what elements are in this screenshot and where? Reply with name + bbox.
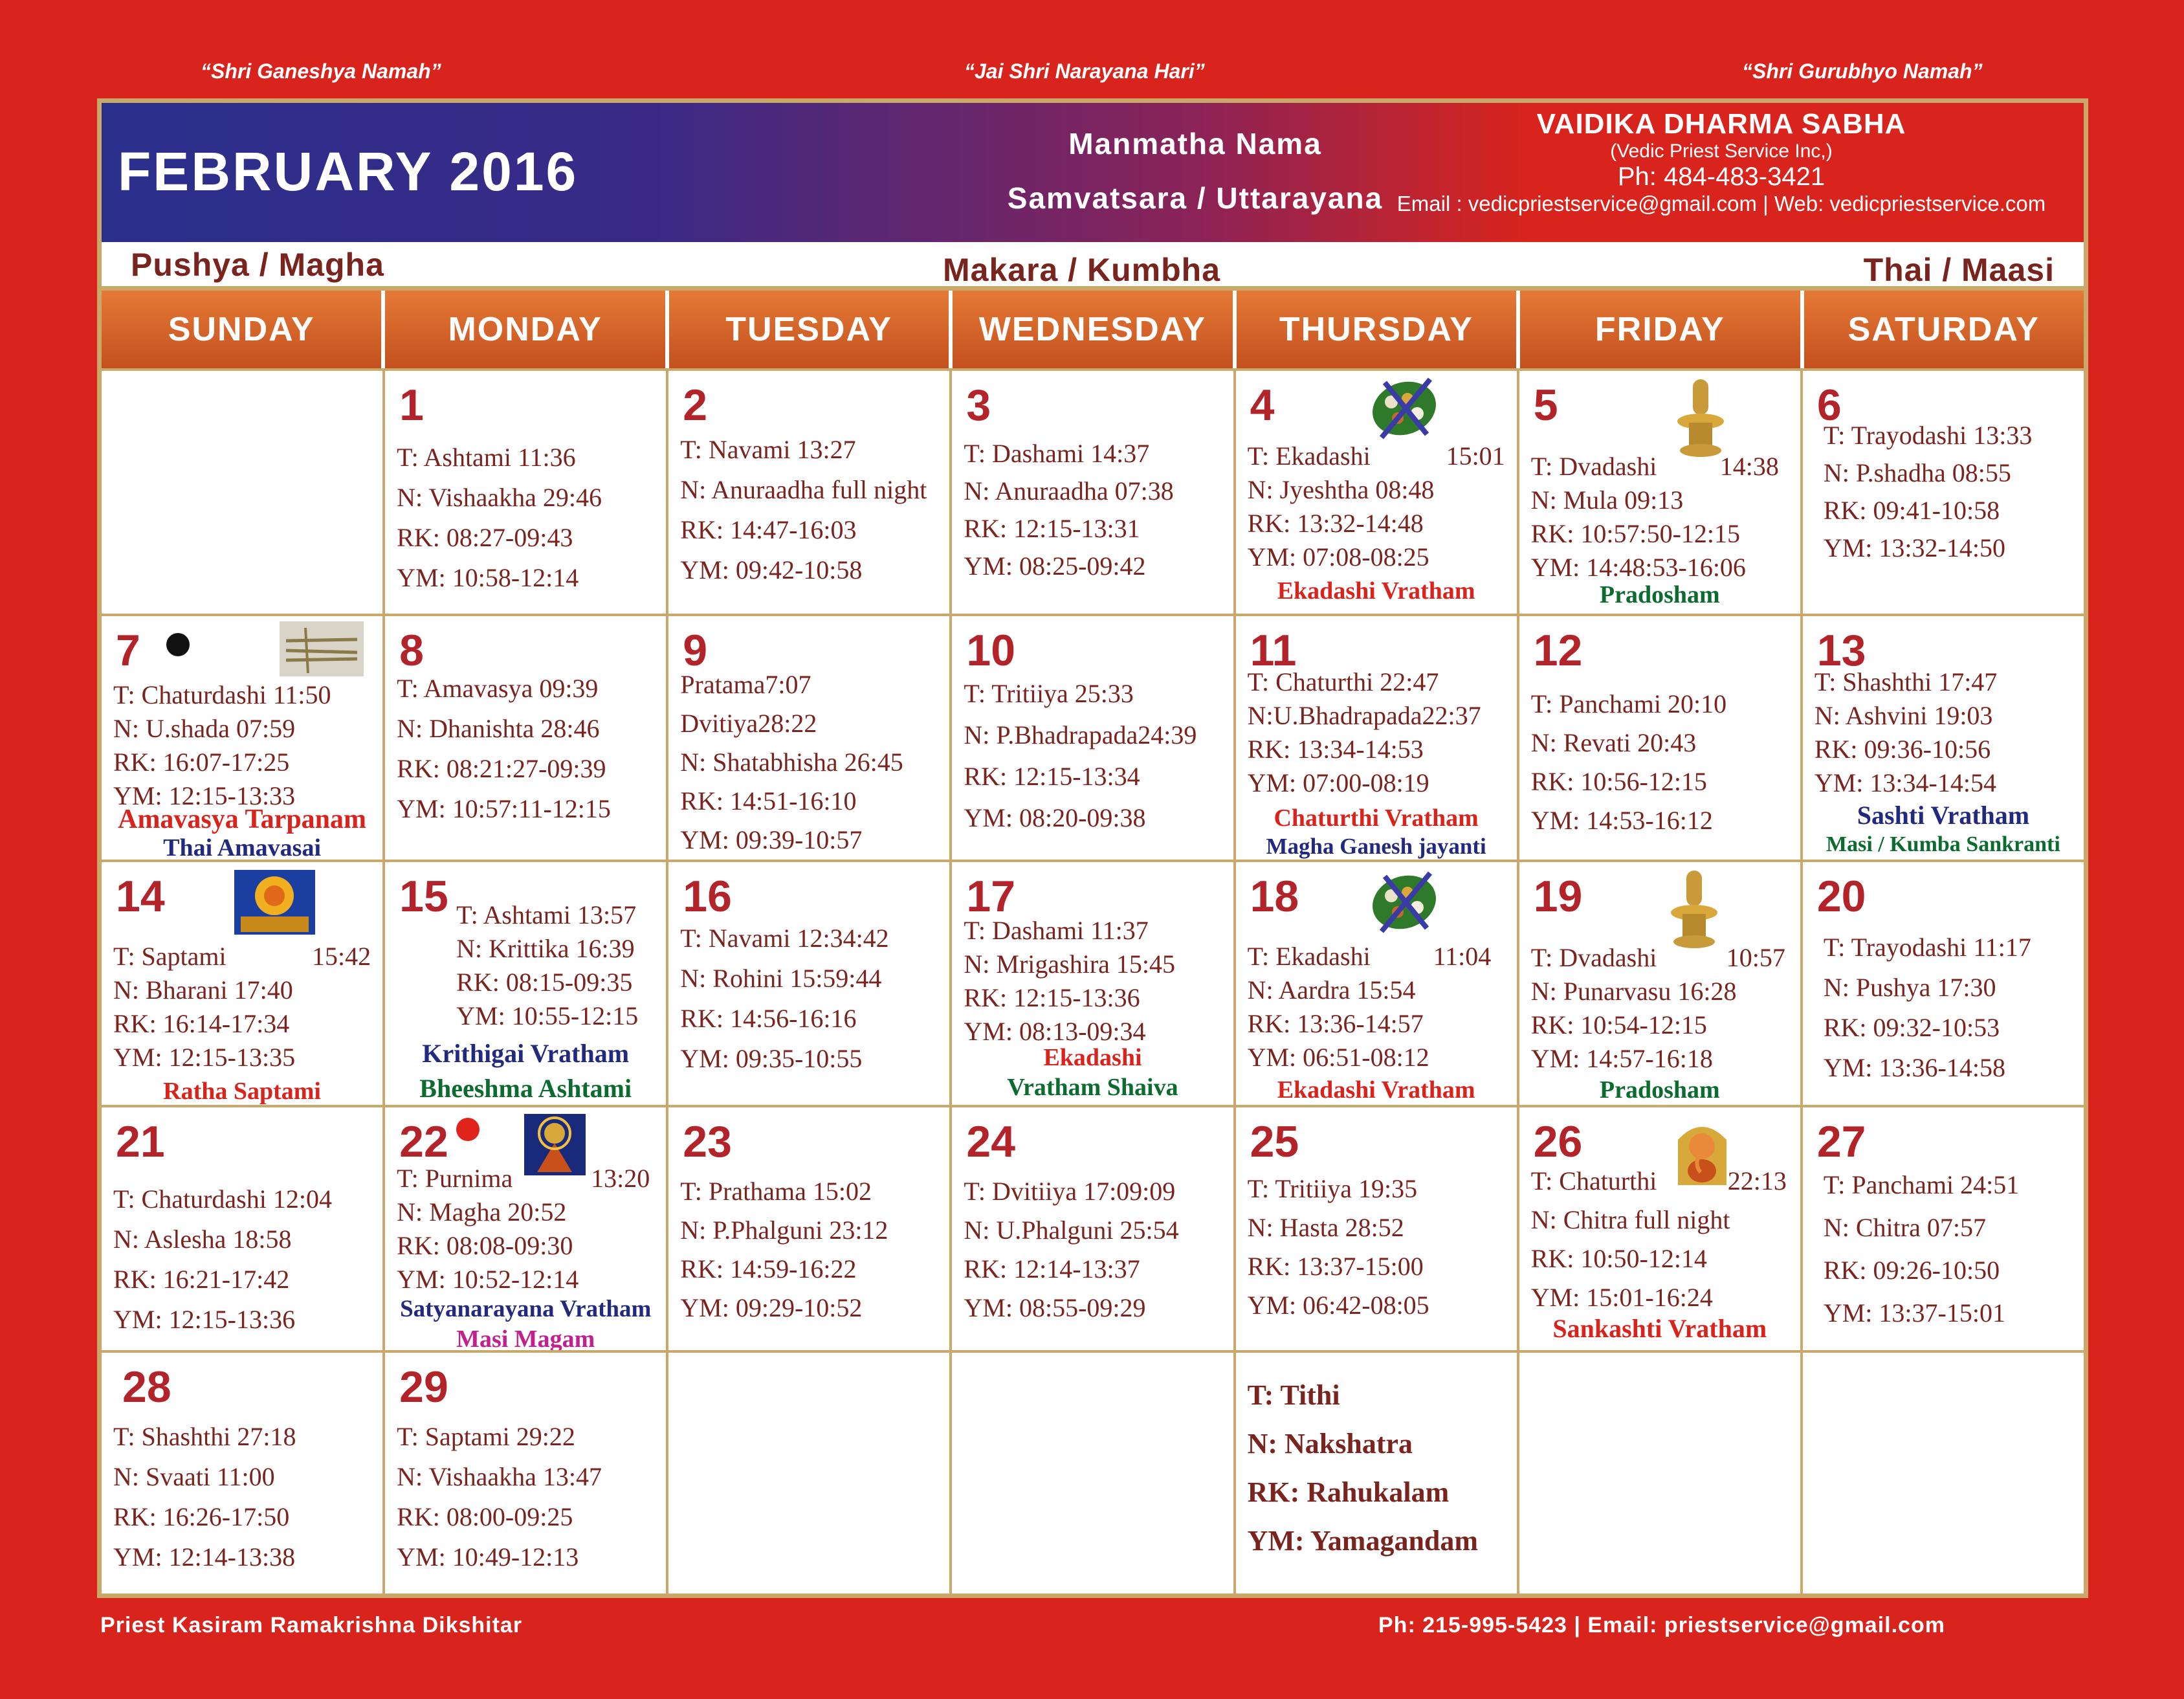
yamagandam-line: YM: 09:35-10:55 bbox=[680, 1044, 863, 1073]
rahukalam-line: RK: 08:00-09:25 bbox=[397, 1502, 573, 1531]
nakshatra-line: N: Dhanishta 28:46 bbox=[397, 714, 600, 743]
org-subtitle: (Vedic Priest Service Inc,) bbox=[1610, 140, 1833, 162]
mantra-left: “Shri Ganeshya Namah” bbox=[201, 60, 441, 83]
nakshatra-line: N: P.Phalguni 23:12 bbox=[680, 1216, 888, 1245]
tithi-line: T: Saptami bbox=[113, 942, 226, 971]
day-number: 1 bbox=[399, 381, 424, 430]
day-number: 4 bbox=[1250, 381, 1275, 430]
yamagandam-line: YM: 12:14-13:38 bbox=[113, 1542, 296, 1571]
day-number: 14 bbox=[116, 872, 165, 921]
surya-icon bbox=[234, 870, 315, 935]
tithi-line: T: Trayodashi 13:33 bbox=[1823, 421, 2033, 450]
rahukalam-line: RK: 10:57:50-12:15 bbox=[1530, 519, 1741, 548]
samvatsara-line-1: Manmatha Nama bbox=[1068, 127, 1322, 161]
empty-cell bbox=[668, 1350, 952, 1595]
calendar-frame bbox=[97, 98, 2088, 1598]
nakshatra-line: N: Hasta 28:52 bbox=[1247, 1213, 1404, 1242]
yamagandam-line: YM: 10:58-12:14 bbox=[397, 563, 579, 592]
nakshatra-line: N: U.Phalguni 25:54 bbox=[964, 1216, 1179, 1245]
nakshatra-line: N: U.shada 07:59 bbox=[113, 714, 296, 743]
empty-cell bbox=[1519, 1350, 1803, 1595]
rahukalam-line: RK: 12:15-13:34 bbox=[964, 762, 1140, 791]
nakshatra-line: N: Chitra full night bbox=[1530, 1205, 1730, 1234]
day-number: 29 bbox=[399, 1362, 448, 1412]
tithi-line: T: Chaturdashi 11:50 bbox=[113, 680, 331, 709]
week-row bbox=[102, 860, 2084, 1105]
day-number: 11 bbox=[1250, 626, 1297, 675]
day-number: 24 bbox=[966, 1117, 1016, 1166]
tithi-time: 15:42 bbox=[312, 942, 371, 971]
yamagandam-line: YM: 13:34-14:54 bbox=[1814, 768, 1996, 797]
rahukalam-line: RK: 08:27-09:43 bbox=[397, 523, 573, 552]
nakshatra-line: N: Punarvasu 16:28 bbox=[1530, 977, 1737, 1006]
yamagandam-line: YM: 12:15-13:36 bbox=[113, 1305, 296, 1334]
day-cell-16 bbox=[668, 860, 952, 1105]
tithi-line: T: Dvadashi bbox=[1530, 452, 1657, 481]
tithi-line: T: Tritiiya 25:33 bbox=[964, 679, 1134, 708]
day-number: 27 bbox=[1816, 1117, 1866, 1166]
samvatsara-line-2: Samvatsara / Uttarayana bbox=[1007, 181, 1384, 215]
yamagandam-line: YM: 09:29-10:52 bbox=[680, 1293, 863, 1322]
day-cell-25 bbox=[1236, 1105, 1519, 1350]
day-number: 13 bbox=[1816, 626, 1866, 675]
tithi-line: T: Dvadashi bbox=[1530, 943, 1657, 972]
legend-cell bbox=[1236, 1350, 1519, 1595]
tithi-line: T: Dvitiiya 17:09:09 bbox=[964, 1177, 1176, 1206]
event-label: Thai Amavasai bbox=[163, 834, 322, 861]
tithi-line: T: Panchami 20:10 bbox=[1530, 689, 1727, 718]
nakshatra-line: N: Mrigashira 15:45 bbox=[964, 949, 1176, 979]
yamagandam-line: YM: 07:08-08:25 bbox=[1247, 542, 1429, 572]
tithi-time: 11:04 bbox=[1433, 942, 1492, 971]
day-number: 18 bbox=[1250, 872, 1299, 921]
event-label: Krithigai Vratham bbox=[422, 1039, 630, 1068]
day-cell-10 bbox=[952, 614, 1235, 860]
day-cell-24 bbox=[952, 1105, 1235, 1350]
day-cell-29 bbox=[385, 1350, 668, 1595]
day-number: 2 bbox=[683, 381, 708, 430]
event-label: Chaturthi Vratham bbox=[1274, 805, 1479, 832]
org-phone: Ph: 484-483-3421 bbox=[1617, 162, 1826, 191]
day-number: 3 bbox=[966, 381, 991, 430]
day-cell-18 bbox=[1236, 860, 1519, 1105]
day-number: 17 bbox=[966, 872, 1016, 921]
yamagandam-line: YM: 06:51-08:12 bbox=[1247, 1043, 1429, 1072]
rahukalam-line: RK: 14:47-16:03 bbox=[680, 515, 857, 544]
yamagandam-line: YM: 06:42-08:05 bbox=[1247, 1291, 1429, 1320]
empty-cell bbox=[1803, 1350, 2084, 1595]
day-number: 22 bbox=[399, 1117, 448, 1166]
day-number: 9 bbox=[683, 626, 708, 675]
full-moon-dot-icon bbox=[456, 1118, 480, 1141]
tithi-line: T: Ekadashi bbox=[1247, 942, 1371, 971]
day-cell-11 bbox=[1236, 614, 1519, 860]
nakshatra-line: N: Aslesha 18:58 bbox=[113, 1225, 292, 1254]
yamagandam-line: YM: 10:57:11-12:15 bbox=[397, 794, 611, 823]
day-cell-27 bbox=[1803, 1105, 2084, 1350]
tithi-line: Pratama7:07 bbox=[680, 670, 811, 699]
tithi-line: T: Shashthi 17:47 bbox=[1814, 667, 1998, 696]
event-label: Amavasya Tarpanam bbox=[118, 805, 367, 834]
rahukalam-line: RK: 10:54-12:15 bbox=[1530, 1010, 1707, 1039]
rahukalam-line: RK: 13:36-14:57 bbox=[1247, 1009, 1424, 1038]
yamagandam-line: YM: 10:49-12:13 bbox=[397, 1542, 579, 1571]
rahukalam-line: RK: 14:51-16:10 bbox=[680, 786, 857, 816]
day-number: 6 bbox=[1816, 381, 1842, 430]
rahukalam-line: RK: 16:14-17:34 bbox=[113, 1009, 290, 1038]
rahukalam-line: RK: 13:37-15:00 bbox=[1247, 1252, 1424, 1281]
day-number: 8 bbox=[399, 626, 424, 675]
day-cell-3 bbox=[952, 368, 1235, 614]
tithi-line: T: Dashami 14:37 bbox=[964, 439, 1150, 468]
tithi-line: T: Chaturthi bbox=[1530, 1166, 1657, 1195]
weekday-tuesday: TUESDAY bbox=[669, 291, 953, 368]
day-number: 20 bbox=[1816, 872, 1866, 921]
day-cell-9 bbox=[668, 614, 952, 860]
nakshatra-line: N: Shatabhisha 26:45 bbox=[680, 748, 903, 777]
week-row bbox=[102, 1105, 2084, 1353]
nakshatra-line: N:U.Bhadrapada22:37 bbox=[1247, 701, 1481, 730]
tithi-line: T: Ashtami 11:36 bbox=[397, 443, 576, 472]
yamagandam-line: YM: 13:32-14:50 bbox=[1823, 533, 2005, 562]
yamagandam-line: YM: 10:52-12:14 bbox=[397, 1265, 579, 1294]
org-contact: Email : vedicpriestservice@gmail.com | Web: vedicpriestservice.com bbox=[1396, 192, 2046, 216]
yamagandam-line: YM: 14:53-16:12 bbox=[1530, 806, 1713, 835]
rahukalam-line: RK: 09:36-10:56 bbox=[1814, 735, 1991, 764]
nakshatra-line: N: Rohini 15:59:44 bbox=[680, 964, 882, 993]
legend-yamagandam: YM: Yamagandam bbox=[1247, 1525, 1479, 1557]
rahukalam-line: RK: 08:15-09:35 bbox=[456, 968, 633, 997]
nakshatra-line: N: Vishaakha 13:47 bbox=[397, 1462, 602, 1491]
event-label: Bheeshma Ashtami bbox=[419, 1074, 632, 1103]
day-number: 7 bbox=[116, 626, 140, 675]
yamagandam-line: YM: 08:20-09:38 bbox=[964, 803, 1146, 832]
yamagandam-line: YM: 08:25-09:42 bbox=[964, 551, 1146, 581]
rahukalam-line: RK: 12:15-13:31 bbox=[964, 514, 1140, 543]
weekday-monday: MONDAY bbox=[385, 291, 668, 368]
day-cell-15 bbox=[385, 860, 668, 1105]
tithi-line: T: Amavasya 09:39 bbox=[397, 674, 599, 703]
event-label: Satyanarayana Vratham bbox=[400, 1296, 652, 1322]
tithi-line: T: Ashtami 13:57 bbox=[456, 900, 637, 929]
yamagandam-line: YM: 12:15-13:33 bbox=[113, 781, 296, 810]
nakshatra-line: N: Krittika 16:39 bbox=[456, 934, 635, 963]
mantra-right: “Shri Gurubhyo Namah” bbox=[1742, 60, 1983, 83]
rahukalam-line: RK: 09:32-10:53 bbox=[1823, 1013, 2000, 1042]
day-cell-12 bbox=[1519, 614, 1803, 860]
rahukalam-line: RK: 13:32-14:48 bbox=[1247, 509, 1424, 538]
tithi-line: T: Shashthi 27:18 bbox=[113, 1422, 296, 1451]
day-cell-1 bbox=[385, 368, 668, 614]
event-label: Vratham Shaiva bbox=[1007, 1074, 1178, 1101]
yamagandam-line: YM: 14:57-16:18 bbox=[1530, 1044, 1713, 1073]
day-cell-4 bbox=[1236, 368, 1519, 614]
rahukalam-line: RK: 16:07-17:25 bbox=[113, 748, 290, 777]
nakshatra-line: N: P.shadha 08:55 bbox=[1823, 458, 2011, 487]
rahukalam-line: RK: 08:21:27-09:39 bbox=[397, 754, 606, 783]
day-cell-13 bbox=[1803, 614, 2084, 860]
org-name: VAIDIKA DHARMA SABHA bbox=[1536, 108, 1906, 140]
event-label: Magha Ganesh jayanti bbox=[1266, 834, 1486, 859]
footer-priest-name: Priest Kasiram Ramakrishna Dikshitar bbox=[100, 1613, 523, 1638]
week-row bbox=[102, 368, 2084, 614]
weekday-saturday: SATURDAY bbox=[1804, 291, 2084, 368]
rahukalam-line: RK: 12:14-13:37 bbox=[964, 1254, 1140, 1283]
day-cell-26 bbox=[1519, 1105, 1803, 1350]
tithi-time: 13:20 bbox=[591, 1164, 650, 1193]
day-cell-5 bbox=[1519, 368, 1803, 614]
yamagandam-line: YM: 09:42-10:58 bbox=[680, 555, 863, 584]
tithi-time: 15:01 bbox=[1446, 441, 1505, 471]
rahukalam-line: RK: 09:26-10:50 bbox=[1823, 1256, 2000, 1285]
weekday-header-row bbox=[102, 291, 2084, 368]
week-row bbox=[102, 614, 2084, 860]
event-label: Pradosham bbox=[1599, 581, 1720, 608]
month-label-left: Pushya / Magha bbox=[131, 247, 384, 283]
rahukalam-line: RK: 14:59-16:22 bbox=[680, 1254, 857, 1283]
yamagandam-line: YM: 09:39-10:57 bbox=[680, 825, 863, 854]
week-row bbox=[102, 1350, 2084, 1595]
day-cell-20 bbox=[1803, 860, 2084, 1105]
mantra-center: “Jai Shri Narayana Hari” bbox=[964, 60, 1205, 83]
day-cell-14 bbox=[102, 860, 385, 1105]
nakshatra-line: N: Revati 20:43 bbox=[1530, 728, 1697, 757]
tithi-line: T: Panchami 24:51 bbox=[1823, 1170, 2020, 1199]
nakshatra-line: N: Mula 09:13 bbox=[1530, 485, 1684, 515]
yamagandam-line: YM: 07:00-08:19 bbox=[1247, 768, 1429, 797]
day-number: 10 bbox=[966, 626, 1016, 675]
day-number: 21 bbox=[116, 1117, 165, 1166]
leaf-plate-icon bbox=[1369, 870, 1440, 935]
tithi-line-2: Dvitiya28:22 bbox=[680, 709, 817, 738]
month-label-right: Thai / Maasi bbox=[1863, 252, 2055, 288]
tithi-line: T: Saptami 29:22 bbox=[397, 1422, 575, 1451]
yamagandam-line: YM: 14:48:53-16:06 bbox=[1530, 553, 1746, 582]
rahukalam-line: RK: 08:08-09:30 bbox=[397, 1231, 573, 1260]
yamagandam-line: YM: 12:15-13:35 bbox=[113, 1043, 296, 1072]
month-title: FEBRUARY 2016 bbox=[118, 141, 579, 202]
yamagandam-line: YM: 08:13-09:34 bbox=[964, 1017, 1146, 1046]
tithi-line: T: Navami 12:34:42 bbox=[680, 924, 889, 953]
day-cell-23 bbox=[668, 1105, 952, 1350]
yamagandam-line: YM: 08:55-09:29 bbox=[964, 1293, 1146, 1322]
leaf-plate-icon bbox=[1369, 376, 1440, 441]
tithi-line: T: Trayodashi 11:17 bbox=[1823, 933, 2031, 962]
day-cell-2 bbox=[668, 368, 952, 614]
rahukalam-line: RK: 09:41-10:58 bbox=[1823, 496, 2000, 525]
organization-info bbox=[1359, 108, 2084, 216]
calendar-grid bbox=[102, 291, 2084, 1595]
yamagandam-line: YM: 13:37-15:01 bbox=[1823, 1298, 2005, 1327]
event-label: Masi Magam bbox=[456, 1326, 595, 1353]
day-number: 19 bbox=[1533, 872, 1583, 921]
rahukalam-line: RK: 16:26-17:50 bbox=[113, 1502, 290, 1531]
event-label: Pradosham bbox=[1599, 1076, 1720, 1104]
nakshatra-line: N: Vishaakha 29:46 bbox=[397, 483, 602, 512]
day-cell-21 bbox=[102, 1105, 385, 1350]
nakshatra-line: N: Ashvini 19:03 bbox=[1814, 701, 1993, 730]
event-label: Sashti Vratham bbox=[1857, 801, 2030, 830]
event-label: Ekadashi Vratham bbox=[1277, 577, 1475, 605]
nakshatra-line: N: Bharani 17:40 bbox=[113, 975, 293, 1005]
weekday-thursday: THURSDAY bbox=[1237, 291, 1520, 368]
darbha-grass-icon bbox=[280, 621, 364, 676]
rahukalam-line: RK: 10:50-12:14 bbox=[1530, 1244, 1707, 1273]
empty-cell bbox=[102, 368, 385, 614]
nakshatra-line: N: Pushya 17:30 bbox=[1823, 973, 1996, 1002]
legend-nakshatra: N: Nakshatra bbox=[1247, 1428, 1413, 1460]
event-label: Ekadashi bbox=[1043, 1044, 1142, 1071]
tithi-time: 14:38 bbox=[1719, 452, 1779, 481]
tithi-line: T: Chaturthi 22:47 bbox=[1247, 667, 1439, 696]
rahukalam-line: RK: 14:56-16:16 bbox=[680, 1004, 857, 1033]
new-moon-dot-icon bbox=[166, 633, 190, 656]
day-number: 25 bbox=[1250, 1117, 1299, 1166]
rahukalam-line: RK: 12:15-13:36 bbox=[964, 983, 1140, 1012]
nakshatra-line: N: Jyeshtha 08:48 bbox=[1247, 475, 1435, 504]
tithi-line: T: Prathama 15:02 bbox=[680, 1177, 872, 1206]
day-number: 16 bbox=[683, 872, 732, 921]
nakshatra-line: N: Chitra 07:57 bbox=[1823, 1213, 1986, 1242]
weekday-wednesday: WEDNESDAY bbox=[953, 291, 1236, 368]
day-number: 28 bbox=[122, 1362, 171, 1412]
rahukalam-line: RK: 13:34-14:53 bbox=[1247, 735, 1424, 764]
tithi-time: 22:13 bbox=[1727, 1166, 1787, 1195]
nakshatra-line: N: Svaati 11:00 bbox=[113, 1462, 275, 1491]
day-cell-17 bbox=[952, 860, 1235, 1105]
weekday-sunday: SUNDAY bbox=[102, 291, 385, 368]
weekday-friday: FRIDAY bbox=[1520, 291, 1803, 368]
rahukalam-line: RK: 16:21-17:42 bbox=[113, 1265, 290, 1294]
day-number: 5 bbox=[1533, 381, 1558, 430]
tithi-line: T: Purnima bbox=[397, 1164, 513, 1193]
event-label: Masi / Kumba Sankranti bbox=[1826, 832, 2060, 856]
header-banner bbox=[102, 103, 2084, 242]
day-cell-7 bbox=[102, 614, 385, 860]
nakshatra-line: N: Magha 20:52 bbox=[397, 1197, 567, 1227]
footer-contact: Ph: 215-995-5423 | Email: priestservice@gmail.com bbox=[1378, 1613, 1945, 1638]
month-label-center: Makara / Kumbha bbox=[943, 252, 1221, 288]
day-number: 26 bbox=[1533, 1117, 1583, 1166]
day-cell-22 bbox=[385, 1105, 668, 1353]
tithi-line: T: Chaturdashi 12:04 bbox=[113, 1184, 332, 1214]
yamagandam-line: YM: 15:01-16:24 bbox=[1530, 1283, 1713, 1312]
event-label: Sankashti Vratham bbox=[1552, 1314, 1767, 1343]
day-number: 15 bbox=[399, 872, 448, 921]
day-number: 23 bbox=[683, 1117, 732, 1166]
shiva-lingam-icon bbox=[1668, 867, 1720, 951]
legend-rahukalam: RK: Rahukalam bbox=[1247, 1476, 1450, 1508]
day-cell-19 bbox=[1519, 860, 1803, 1105]
nakshatra-line: N: Anuraadha full night bbox=[680, 475, 927, 504]
nakshatra-line: N: Aardra 15:54 bbox=[1247, 975, 1416, 1005]
event-label: Ratha Saptami bbox=[163, 1078, 321, 1105]
tithi-line: T: Dashami 11:37 bbox=[964, 916, 1149, 945]
tithi-time: 10:57 bbox=[1726, 943, 1785, 972]
yamagandam-line: YM: 13:36-14:58 bbox=[1823, 1053, 2005, 1082]
legend-tithi: T: Tithi bbox=[1247, 1379, 1340, 1411]
day-cell-28 bbox=[102, 1350, 385, 1595]
rahukalam-line: RK: 10:56-12:15 bbox=[1530, 767, 1707, 796]
lunar-solar-months-row bbox=[102, 242, 2084, 291]
tithi-line: T: Tritiiya 19:35 bbox=[1247, 1174, 1418, 1203]
nakshatra-line: N: Anuraadha 07:38 bbox=[964, 476, 1174, 505]
shiva-lingam-icon bbox=[1675, 376, 1726, 460]
tithi-line: T: Ekadashi bbox=[1247, 441, 1371, 471]
yamagandam-line: YM: 10:55-12:15 bbox=[456, 1001, 639, 1030]
empty-cell bbox=[952, 1350, 1235, 1595]
day-cell-8 bbox=[385, 614, 668, 860]
day-number: 12 bbox=[1533, 626, 1583, 675]
nakshatra-line: N: P.Bhadrapada24:39 bbox=[964, 720, 1197, 750]
tithi-line: T: Navami 13:27 bbox=[680, 435, 856, 464]
event-label: Ekadashi Vratham bbox=[1277, 1076, 1475, 1104]
day-cell-6 bbox=[1803, 368, 2084, 614]
